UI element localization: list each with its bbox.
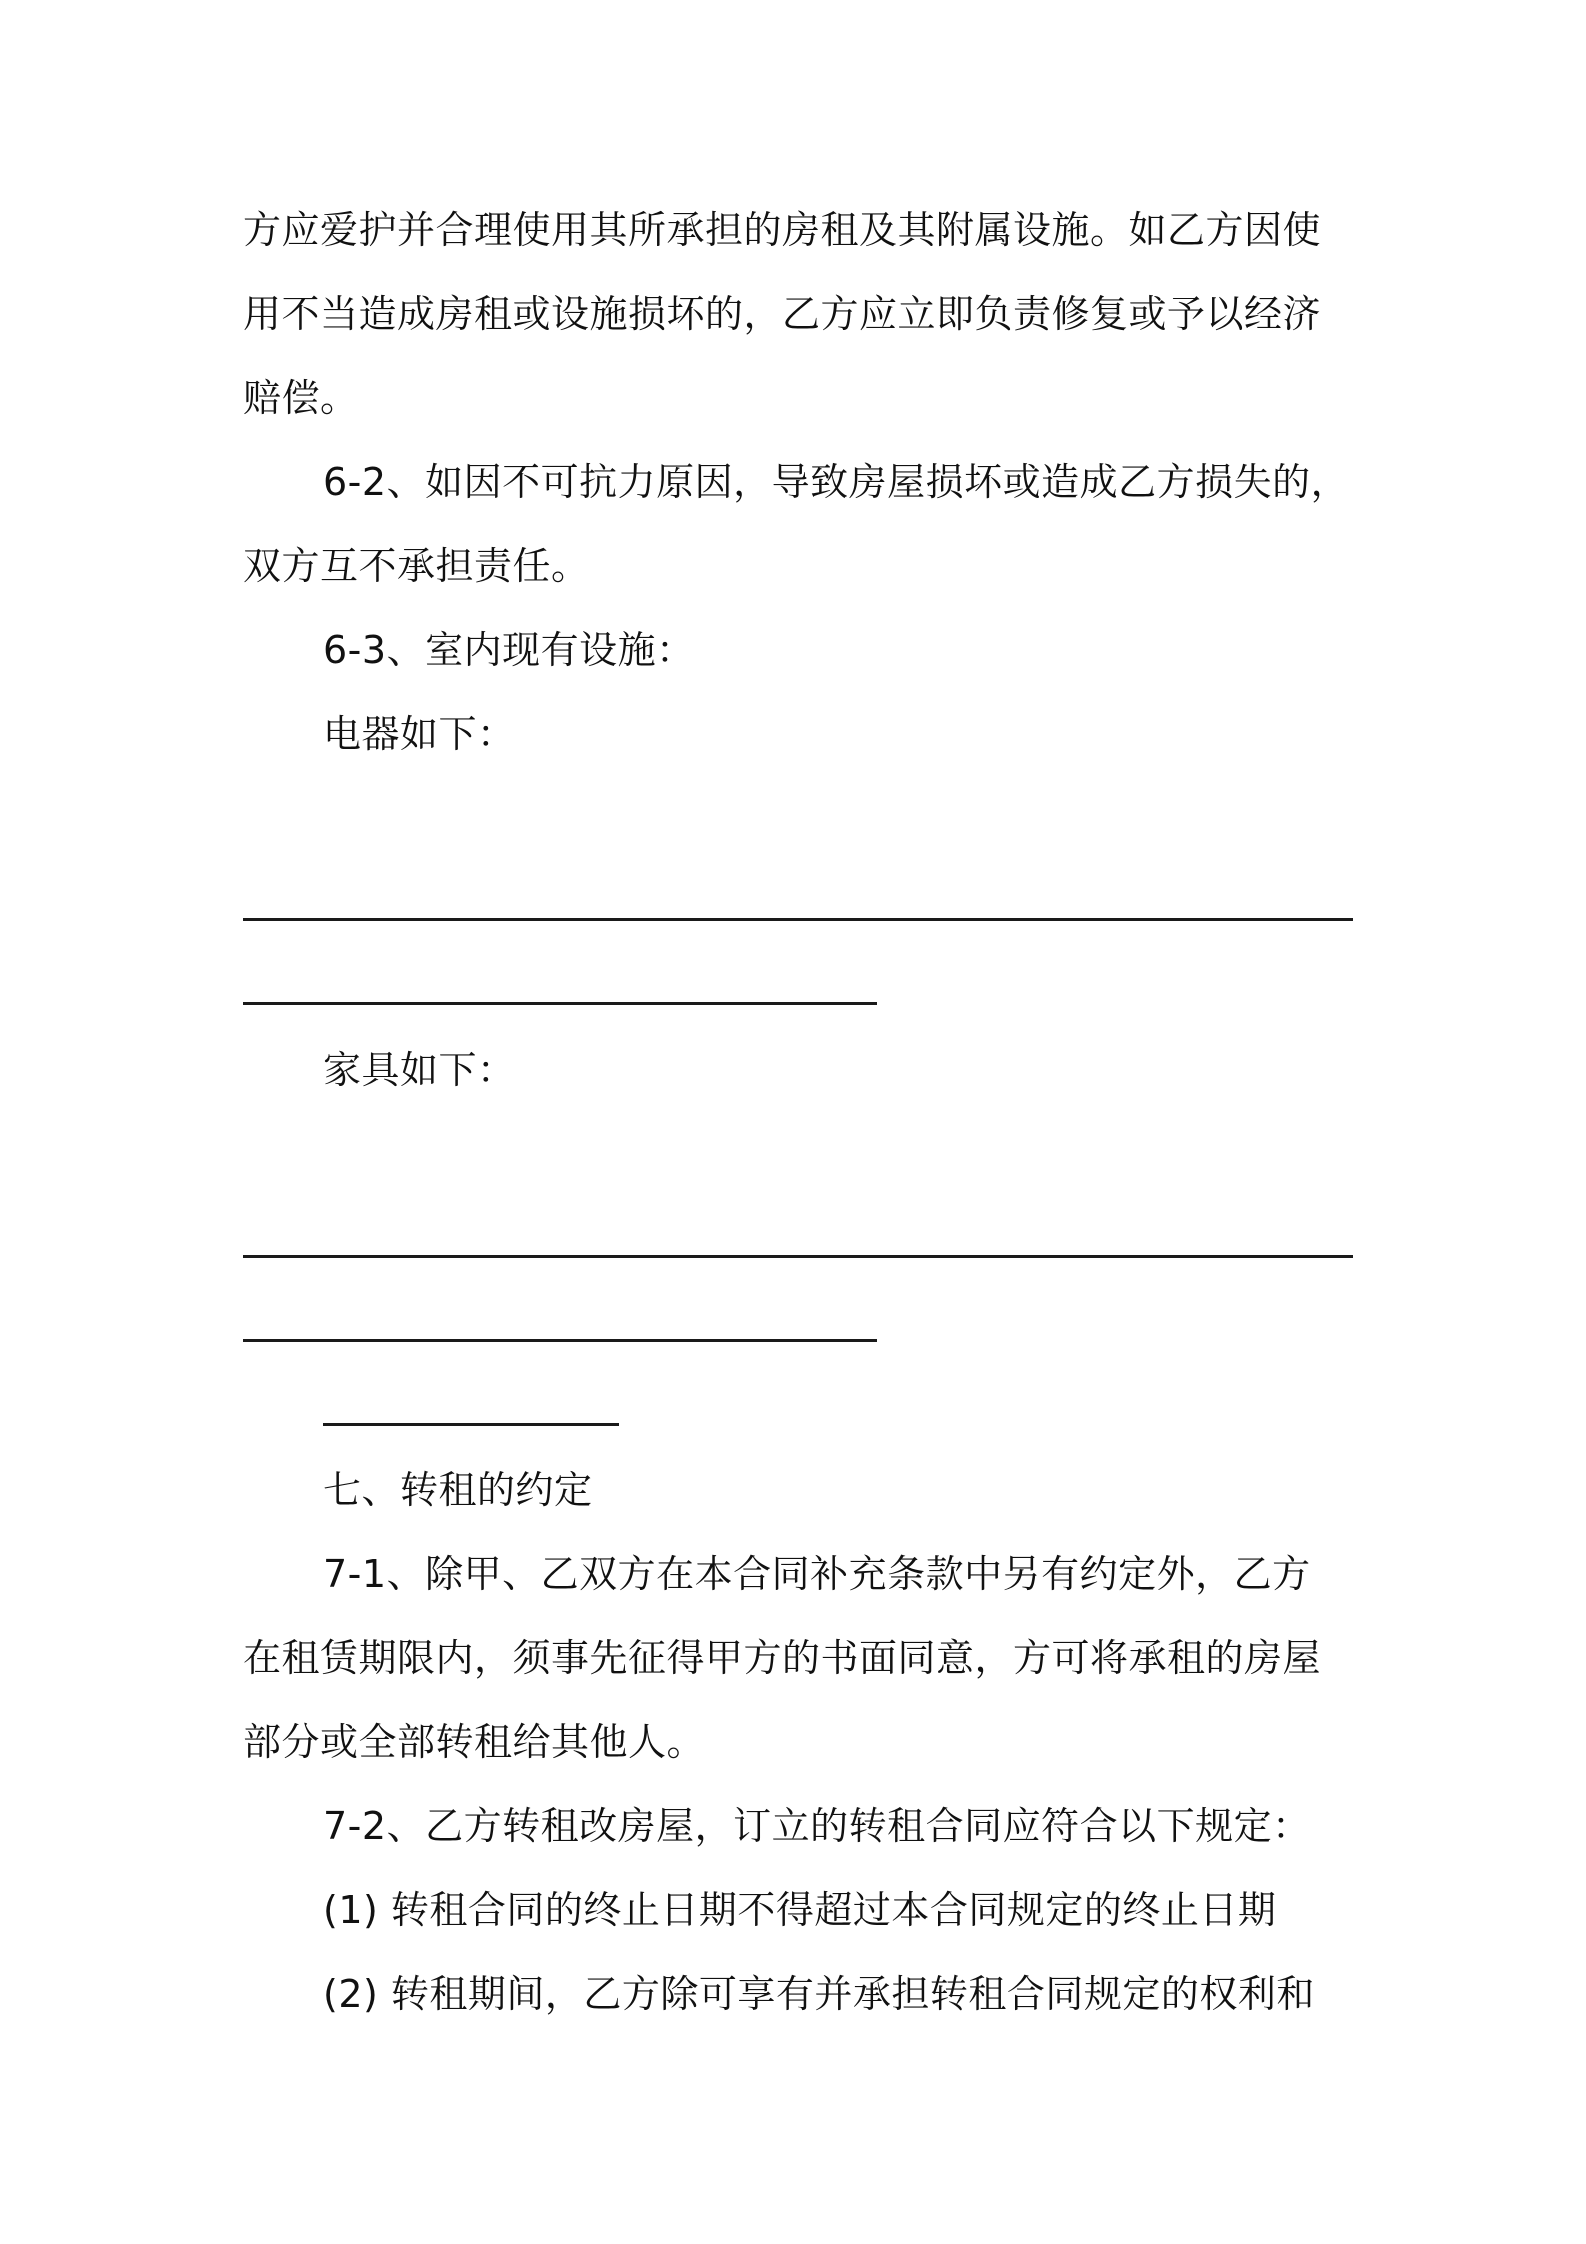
paragraph-line: 部分或全部转租给其他人。 xyxy=(243,1720,706,1764)
list-item-2: (2) 转租期间，乙方除可享有并承担转租合同规定的权利和 xyxy=(323,1972,1315,2016)
clause-6-3-heading: 6-3、室内现有设施： xyxy=(323,628,695,672)
list-item-1: (1) 转租合同的终止日期不得超过本合同规定的终止日期 xyxy=(323,1888,1277,1932)
appliances-fill-blank-1 xyxy=(243,918,1353,921)
furniture-fill-blank-2 xyxy=(243,1339,877,1342)
clause-7-2-line: 7-2、乙方转租改房屋，订立的转租合同应符合以下规定： xyxy=(323,1804,1311,1848)
paragraph-line: 在租赁期限内，须事先征得甲方的书面同意，方可将承租的房屋 xyxy=(243,1636,1322,1680)
paragraph-line: 方应爱护并合理使用其所承担的房租及其附属设施。如乙方因使 xyxy=(243,208,1322,252)
furniture-fill-blank-1 xyxy=(243,1255,1353,1258)
appliances-fill-blank-2 xyxy=(243,1002,877,1005)
paragraph-line: 赔偿。 xyxy=(243,376,359,420)
furniture-label: 家具如下： xyxy=(323,1048,516,1092)
section-7-heading: 七、转租的约定 xyxy=(323,1468,593,1512)
clause-7-1-line: 7-1、除甲、乙双方在本合同补充条款中另有约定外，乙方 xyxy=(323,1552,1311,1596)
paragraph-line: 双方互不承担责任。 xyxy=(243,544,590,588)
clause-6-2-line: 6-2、如因不可抗力原因，导致房屋损坏或造成乙方损失的， xyxy=(323,460,1350,504)
appliances-label: 电器如下： xyxy=(323,712,516,756)
paragraph-line: 用不当造成房租或设施损坏的，乙方应立即负责修复或予以经济 xyxy=(243,292,1322,336)
furniture-fill-blank-3 xyxy=(323,1423,619,1426)
